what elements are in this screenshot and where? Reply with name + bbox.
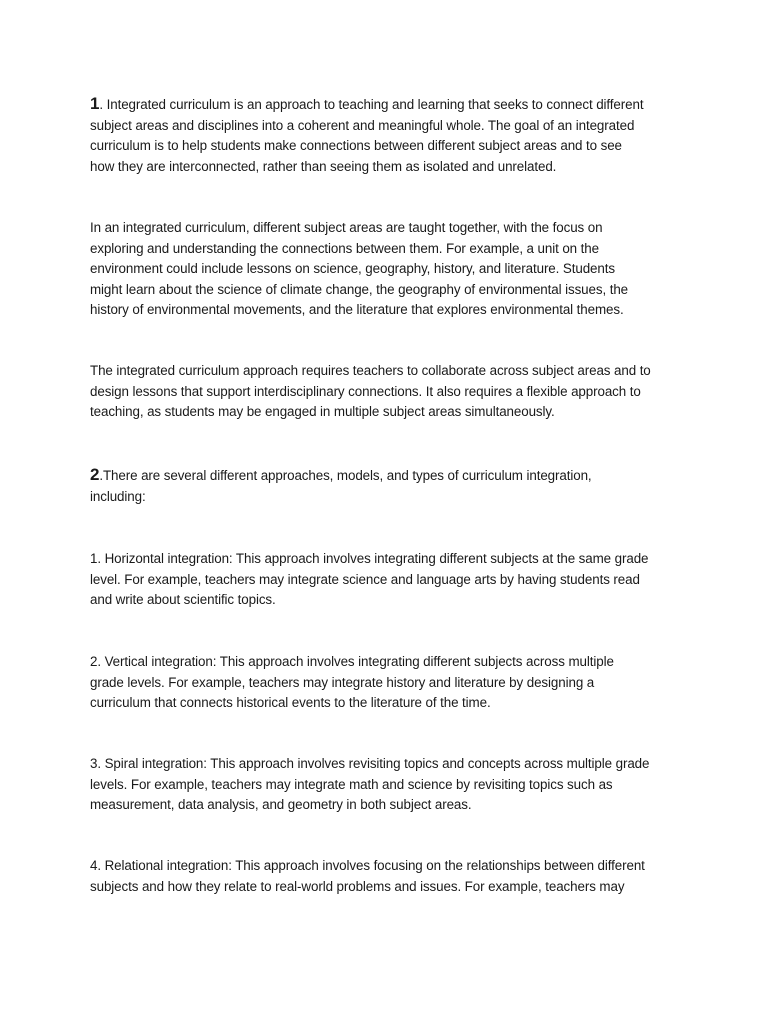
paragraph-line: 4. Relational integration: This approach involves focusing on the relationships between different [90, 858, 645, 873]
paragraph-line: history of environmental movements, and the literature that explores environmental themes. [90, 302, 624, 317]
paragraph-line: 2. Vertical integration: This approach involves integrating different subjects across multiple [90, 654, 614, 669]
paragraph-line: including: [90, 488, 146, 504]
paragraph-2 [90, 218, 690, 321]
paragraph-line: measurement, data analysis, and geometry in both subject areas. [90, 797, 472, 812]
paragraph-4-first-text: .There are several different approaches, models, and types of curriculum integration, [99, 468, 592, 483]
paragraph-line: curriculum that connects historical events to the literature of the time. [90, 695, 491, 710]
paragraph-line: exploring and understanding the connections between them. For example, a unit on the [90, 240, 599, 256]
paragraph-line: design lessons that support interdisciplinary connections. It also requires a flexible approach to [90, 383, 641, 399]
paragraph-line: subjects and how they relate to real-world problems and issues. For example, teachers may [90, 878, 625, 894]
paragraph-1 [90, 94, 690, 177]
paragraph-line: how they are interconnected, rather than seeing them as isolated and unrelated. [90, 158, 557, 174]
paragraph-line: might learn about the science of climate change, the geography of environmental issues, the [90, 281, 629, 297]
paragraph-line: and write about scientific topics. [90, 592, 276, 607]
section-number-1: 1 [90, 94, 100, 113]
list-item-vertical [90, 652, 690, 714]
paragraph-line: 1. Horizontal integration: This approach involves integrating different subjects at the same grade [90, 551, 649, 566]
paragraph-4-first-line [90, 465, 690, 487]
paragraph-1-first-text: . Integrated curriculum is an approach to teaching and learning that seeks to connect different [99, 97, 644, 112]
list-item-relational [90, 856, 690, 897]
paragraph-line: subject areas and disciplines into a coherent and meaningful whole. The goal of an integrated [90, 117, 635, 133]
list-item-horizontal [90, 549, 690, 611]
paragraph-line: grade levels. For example, teachers may integrate history and literature by designing a [90, 674, 595, 690]
paragraph-line: In an integrated curriculum, different subject areas are taught together, with the focus on [90, 220, 603, 235]
paragraph-4 [90, 465, 690, 507]
paragraph-line: environment could include lessons on science, geography, history, and literature. Students [90, 261, 615, 276]
paragraph-line: levels. For example, teachers may integrate math and science by revisiting topics such as [90, 776, 613, 792]
paragraph-line: 3. Spiral integration: This approach involves revisiting topics and concepts across multiple grade [90, 756, 650, 771]
section-number-2: 2 [90, 465, 100, 484]
paragraph-line: level. For example, teachers may integrate science and language arts by having students read [90, 571, 640, 587]
paragraph-line: The integrated curriculum approach requires teachers to collaborate across subject areas and to [90, 363, 651, 378]
list-item-spiral [90, 754, 690, 816]
paragraph-line: curriculum is to help students make connections between different subject areas and to see [90, 138, 622, 153]
paragraph-1-first-line [90, 94, 690, 116]
paragraph-line: teaching, as students may be engaged in multiple subject areas simultaneously. [90, 404, 555, 419]
paragraph-3 [90, 361, 690, 423]
